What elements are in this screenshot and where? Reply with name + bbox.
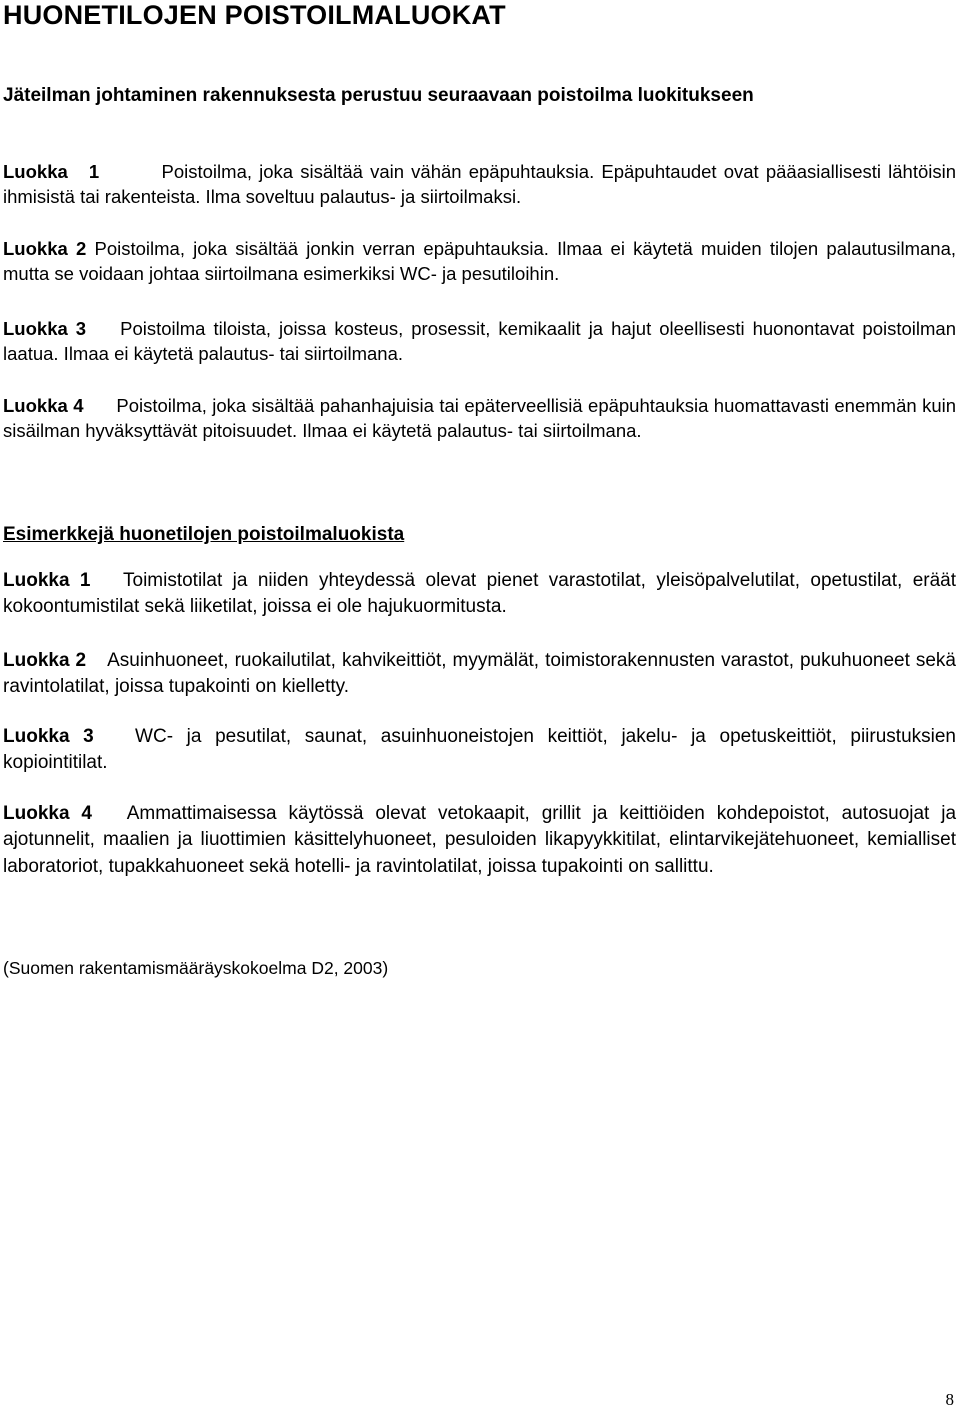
examples-heading: Esimerkkejä huonetilojen poistoilmaluokista bbox=[3, 524, 405, 545]
class-definition-3 bbox=[3, 316, 956, 366]
source-citation: (Suomen rakentamismääräyskokoelma D2, 2003) bbox=[3, 958, 389, 978]
intro-heading: Jäteilman johtaminen rakennuksesta perustuu seuraavaan poistoilma luokitukseen bbox=[3, 85, 754, 106]
example-text-4: Ammattimaisessa käytössä olevat vetokaapit, grillit ja keittiöiden kohdepoistot, autosuojat ja ajotunnelit, maalien ja liuottimien käsittelyhuoneet, pesuloiden likapyykkitilat, elintarvikejätehuoneet, kemialliset laboratoriot, tupakkahuoneet sekä hotelli- ja ravintolatilat, joissa tupakointi on sallittu. bbox=[3, 803, 957, 877]
class-label-4: Luokka 4 bbox=[3, 395, 84, 416]
class-label-1: Luokka 1 bbox=[3, 161, 100, 182]
class-text-1: Poistoilma, joka sisältää vain vähän epäpuhtauksia. Epäpuhtaudet ovat pääasiallisesti lähtöisin ihmisistä tai rakenteista. Ilma soveltuu palautus- ja siirtoilmaksi. bbox=[3, 161, 957, 207]
class-definition-2 bbox=[3, 236, 956, 286]
example-label-3: Luokka 3 bbox=[3, 726, 94, 747]
example-1 bbox=[3, 568, 956, 621]
page-title: HUONETILOJEN POISTOILMALUOKAT bbox=[3, 0, 506, 30]
page-number: 8 bbox=[945, 1390, 954, 1409]
example-label-1: Luokka 1 bbox=[3, 570, 91, 591]
example-text-1: Toimistotilat ja niiden yhteydessä olevat pienet varastotilat, yleisöpalvelutilat, opetustilat, eräät kokoontumistilat sekä liiketilat, joissa ei ole hajukuormitusta. bbox=[3, 570, 957, 618]
example-2 bbox=[3, 648, 956, 701]
class-text-2: Poistoilma, joka sisältää jonkin verran epäpuhtauksia. Ilmaa ei käytetä muiden tilojen palautusilmana, mutta se voidaan johtaa siirtoilmana esimerkiksi WC- ja pesutiloihin. bbox=[3, 238, 957, 284]
class-label-3: Luokka 3 bbox=[3, 318, 87, 339]
example-label-2: Luokka 2 bbox=[3, 650, 87, 671]
example-text-2: Asuinhuoneet, ruokailutilat, kahvikeittiöt, myymälät, toimistorakennusten varastot, pukuhuoneet sekä ravintolatilat, joissa tupakointi on kielletty. bbox=[3, 650, 957, 698]
class-text-4: Poistoilma, joka sisältää pahanhajuisia tai epäterveellisiä epäpuhtauksia huomattavasti enemmän kuin sisäilman hyväksyttävät pitoisuudet. Ilmaa ei käytetä palautus- tai siirtoilmana. bbox=[3, 395, 957, 441]
example-label-4: Luokka 4 bbox=[3, 803, 92, 824]
class-text-3: Poistoilma tiloista, joissa kosteus, prosessit, kemikaalit ja hajut oleellisesti huonontavat poistoilman laatua. Ilmaa ei käytetä palautus- tai siirtoilmana. bbox=[3, 318, 957, 364]
class-label-2: Luokka 2 bbox=[3, 238, 87, 259]
class-definition-4 bbox=[3, 393, 956, 443]
example-4 bbox=[3, 801, 956, 880]
example-3 bbox=[3, 724, 956, 777]
example-text-3: WC- ja pesutilat, saunat, asuinhuoneistojen keittiöt, jakelu- ja opetuskeittiöt, piirustuksien kopiointitilat. bbox=[3, 726, 956, 774]
class-definition-1 bbox=[3, 159, 956, 209]
